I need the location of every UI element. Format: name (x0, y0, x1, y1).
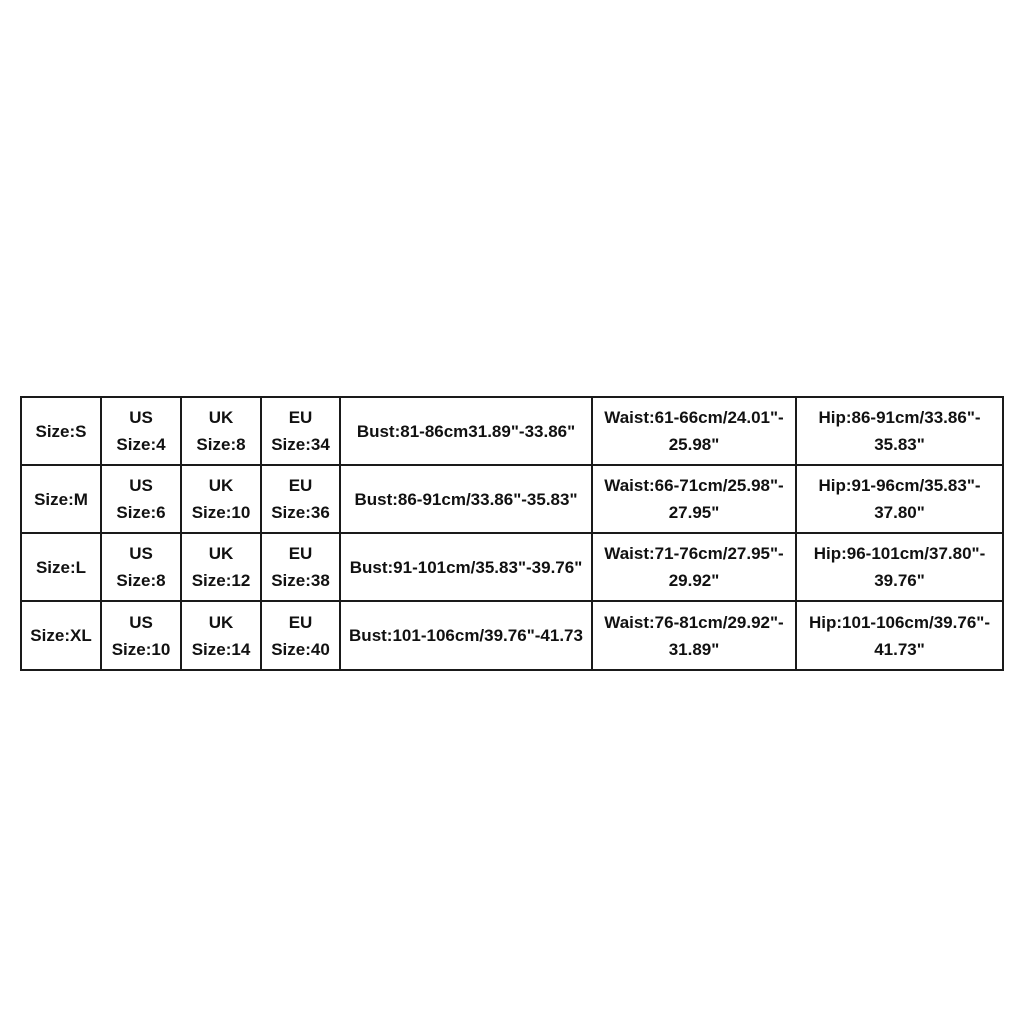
table-row (21, 397, 1003, 465)
waist-value-line2: 27.95" (668, 503, 720, 522)
bust-value: Bust:86-91cm/33.86"-35.83" (354, 489, 578, 509)
eu-size-value: Size:36 (271, 503, 330, 522)
bust-cell (340, 601, 592, 670)
us-label: US (129, 408, 153, 427)
uk-size-value: Size:12 (191, 571, 251, 590)
hip-value-line1: Hip:86-91cm/33.86"- (818, 408, 981, 427)
size-label: Size:M (34, 489, 88, 509)
us-label: US (129, 612, 153, 632)
us-size-value: Size:6 (116, 503, 166, 522)
bust-value: Bust:101-106cm/39.76"-41.73 (349, 626, 583, 645)
uk-label: UK (208, 612, 234, 632)
eu-size-cell (261, 465, 340, 533)
hip-value-line2: 37.80" (874, 503, 925, 522)
uk-size-cell (181, 465, 261, 533)
us-size-cell (101, 533, 181, 601)
eu-size-value: Size:38 (271, 571, 330, 590)
hip-value-line1: Hip:101-106cm/39.76"- (809, 612, 990, 632)
us-size-value: Size:4 (116, 435, 166, 454)
size-cell (21, 601, 101, 670)
waist-value-line2: 29.92" (668, 571, 720, 590)
size-label: Size:XL (30, 626, 92, 645)
hip-cell (796, 533, 1003, 601)
waist-value-line1: Waist:61-66cm/24.01"- (604, 408, 784, 427)
bust-value: Bust:81-86cm31.89"-33.86" (356, 421, 576, 441)
us-size-cell (101, 465, 181, 533)
us-size-value: Size:8 (116, 571, 166, 590)
size-cell (21, 533, 101, 601)
size-chart-table (20, 396, 1004, 671)
size-chart-body (21, 397, 1003, 670)
waist-cell (592, 465, 796, 533)
waist-value-line1: Waist:71-76cm/27.95"- (604, 544, 784, 563)
hip-value-line2: 39.76" (874, 571, 925, 590)
hip-value-line1: Hip:91-96cm/35.83"- (818, 476, 981, 495)
waist-cell (592, 397, 796, 465)
us-size-cell (101, 601, 181, 670)
eu-size-cell (261, 397, 340, 465)
hip-cell (796, 397, 1003, 465)
hip-cell (796, 601, 1003, 670)
uk-label: UK (208, 476, 234, 495)
eu-label: EU (288, 612, 313, 632)
hip-value-line2: 35.83" (874, 435, 925, 454)
hip-value-line2: 41.73" (874, 639, 925, 659)
uk-size-value: Size:14 (191, 639, 251, 659)
size-cell (21, 397, 101, 465)
uk-size-value: Size:8 (196, 435, 246, 454)
waist-cell (592, 533, 796, 601)
eu-size-cell (261, 533, 340, 601)
us-size-cell (101, 397, 181, 465)
uk-size-cell (181, 397, 261, 465)
eu-label: EU (288, 408, 313, 427)
us-label: US (129, 476, 153, 495)
uk-label: UK (208, 408, 234, 427)
eu-size-value: Size:40 (271, 639, 330, 659)
eu-size-cell (261, 601, 340, 670)
waist-value-line1: Waist:76-81cm/29.92"- (604, 612, 784, 632)
eu-label: EU (288, 544, 313, 563)
table-row (21, 465, 1003, 533)
us-size-value: Size:10 (111, 639, 171, 659)
hip-cell (796, 465, 1003, 533)
size-label: Size:S (35, 421, 87, 441)
waist-value-line1: Waist:66-71cm/25.98"- (604, 476, 784, 495)
uk-size-cell (181, 533, 261, 601)
uk-label: UK (208, 544, 234, 563)
bust-value: Bust:91-101cm/35.83"-39.76" (349, 557, 583, 577)
uk-size-cell (181, 601, 261, 670)
bust-cell (340, 465, 592, 533)
us-label: US (129, 544, 153, 563)
size-label: Size:L (35, 557, 87, 577)
uk-size-value: Size:10 (191, 503, 251, 522)
waist-value-line2: 25.98" (668, 435, 720, 454)
table-row (21, 601, 1003, 670)
bust-cell (340, 397, 592, 465)
eu-size-value: Size:34 (271, 435, 330, 454)
waist-cell (592, 601, 796, 670)
waist-value-line2: 31.89" (668, 639, 720, 659)
size-cell (21, 465, 101, 533)
table-row (21, 533, 1003, 601)
eu-label: EU (288, 476, 313, 495)
hip-value-line1: Hip:96-101cm/37.80"- (813, 544, 986, 563)
bust-cell (340, 533, 592, 601)
